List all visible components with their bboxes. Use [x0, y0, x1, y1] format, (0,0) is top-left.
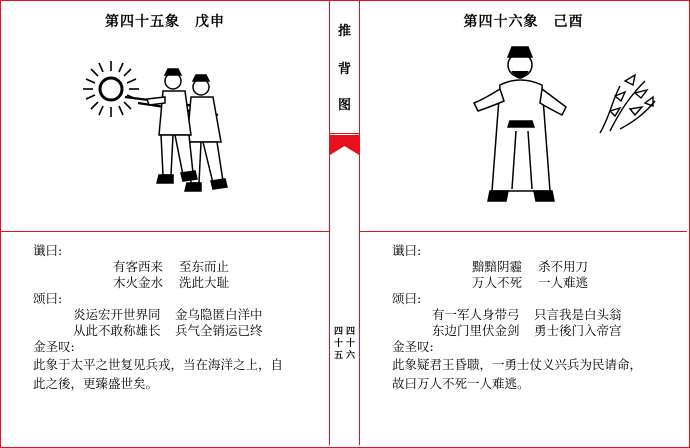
- chen-line-part-b: 洗此大耻: [179, 275, 230, 290]
- seq-left-2: 十: [333, 339, 343, 349]
- chen-line: [33, 259, 321, 275]
- song-line: [33, 323, 321, 339]
- seq-left-1: 四: [333, 327, 343, 337]
- chen-line-part-b: 一人难逃: [538, 275, 589, 290]
- left-verse-text: [33, 243, 321, 393]
- right-verse-text: [392, 243, 679, 393]
- page-title: 第四十五象 戊申: [105, 14, 225, 30]
- spine-title-char-3: 图: [337, 98, 351, 113]
- seq-left-3: 五: [333, 351, 343, 361]
- left-page: [1, 1, 329, 445]
- spine-title-char-2: 背: [337, 62, 351, 77]
- song-line-part-b: 金乌隐匿白洋中: [175, 307, 263, 322]
- song-line-part-a: 东边门里伏金剑: [432, 323, 520, 338]
- sun-icon: [83, 61, 139, 117]
- song-label: 颂曰:: [392, 291, 422, 306]
- seq-right-3: 六: [345, 351, 355, 361]
- chen-label: 谶曰:: [392, 243, 422, 258]
- spine-ribbon-icon: [330, 135, 359, 157]
- song-line: [33, 307, 321, 323]
- chen-line: [392, 259, 679, 275]
- jin-label: 金圣叹:: [392, 339, 434, 354]
- commentary-text: 此象于太平之世复见兵戎，当在海洋之上，自此之後，更臻盛世矣。: [33, 357, 284, 391]
- song-line: [392, 323, 679, 339]
- song-label: 颂曰:: [33, 291, 63, 306]
- chen-line-part-a: 万人不死: [472, 275, 523, 290]
- chen-label: 谶曰:: [33, 243, 63, 258]
- song-line-part-b: 只言我是白头翁: [534, 307, 622, 322]
- book-spine: [330, 1, 359, 445]
- page-title: 第四十六象 己酉: [463, 14, 584, 30]
- chen-line-part-a: 黯黯阴霾: [472, 259, 523, 274]
- seq-right-2: 十: [345, 339, 355, 349]
- song-line: [392, 307, 679, 323]
- seq-right-1: 四: [345, 327, 355, 337]
- spine-rule: [330, 133, 359, 134]
- song-line-part-b: 兵气全销运已终: [175, 323, 263, 338]
- chen-line-part-a: 有客西来: [113, 259, 164, 274]
- warrior-and-grass-illustration: [460, 41, 660, 216]
- spine-title-char-1: 推: [337, 24, 351, 39]
- song-line-part-a: 从此不敢称雄长: [73, 323, 161, 338]
- soldiers-and-sun-illustration: [83, 57, 253, 207]
- grass-icon: [600, 75, 655, 133]
- chen-line: [392, 275, 679, 291]
- song-line-part-b: 勇士後门入帝宫: [534, 323, 622, 338]
- song-line-part-a: 炎运宏开世界同: [73, 307, 161, 322]
- jin-label: 金圣叹:: [33, 339, 75, 354]
- right-page: [360, 1, 687, 445]
- chen-line-part-a: 木火金水: [113, 275, 164, 290]
- song-line-part-a: 有一军人身带弓: [432, 307, 520, 322]
- chen-line-part-b: 至东而止: [179, 259, 230, 274]
- commentary-text: 此象疑君王昏聩，一勇士仗义兴兵为民请命，故曰万人不死一人难逃。: [392, 357, 643, 391]
- chen-line: [33, 275, 321, 291]
- chen-line-part-b: 杀不用刀: [538, 259, 589, 274]
